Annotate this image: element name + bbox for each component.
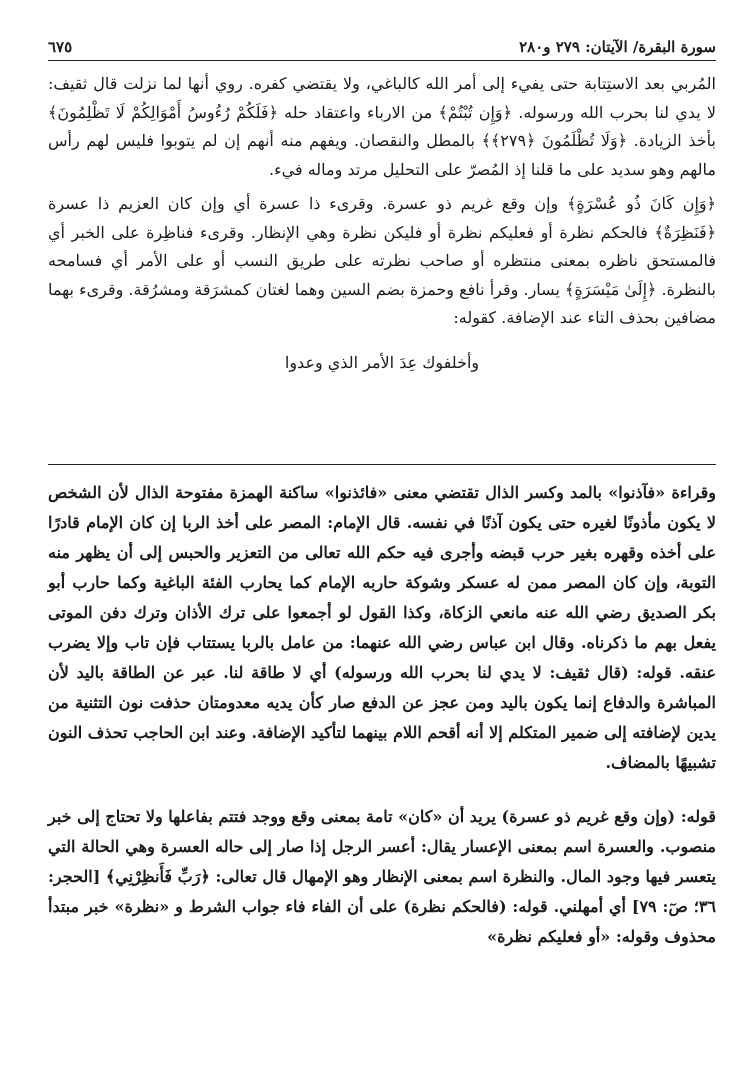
commentary-paragraph-1: وقراءة «فآذنوا» بالمد وكسر الذال تقتضي معنى «فائذنوا» ساكنة الهمزة مفتوحة الذال لأن الشخص لا يكون مأذونًا لغيره حتى يكون آذنًا في نفسه. قال الإمام: المصر على أخذ الربا إن كان الإمام قادرًا على أخذه وقهره بغير حرب قبضه وأجرى فيه حكم الله تعالى من التعزير والحبس إلى أن يظهر منه التوبة، وإن كان المصر ممن له عسكر وشوكة حاربه الإمام كما يحارب الفئة الباغية وكما حارب أبو بكر الصديق رضي الله عنه مانعي الزكاة، وكذا القول لو أجمعوا على ترك الأذان وترك دفن الموتى يفعل بهم ما ذكرناه. وقال ابن عباس رضي الله عنهما: من عامل بالربا يستتاب فإن تاب وإلا يضرب عنقه. قوله: (قال ثقيف: لا يدي لنا بحرب الله ورسوله) أي لا طاقة لنا. عبر عن الطاقة باليد لأن المباشرة والدفاع إنما يكون باليد ومن عجز عن الدفع صار كأن يديه معدومتان حذفت نون التثنية من يدين لإضافته إلى ضمير المتكلم إلا أنه أقحم اللام بينهما لتأكيد الإضافة. وعند ابن الحاجب تحذف النون تشبيهًا بالمضاف. bbox=[48, 483, 716, 772]
main-paragraph-1: المُربي بعد الاستِتابة حتى يفيء إلى أمر الله كالباغي، ولا يقتضي كفره. روي أنها لما نزلت قال ثقيف: لا يدي لنا بحرب الله ورسوله. ﴿وَإِن تُبْتُمْ﴾ من الارباء واعتقاد حله ﴿فَلَكُمْ رُءُوسُ أَمْوَالِكُمْ لَا تَظْلِمُونَ﴾ بأخذ الزيادة. ﴿وَلَا تُظْلَمُونَ ﴿٢٧٩﴾﴾ بالمطل والنقصان. ويفهم منه أنهم إن لم يتوبوا فليس لهم رأس مالهم وهو سديد على ما قلنا إذ المُصرّ على التحليل مرتد وماله فيء. bbox=[48, 74, 717, 179]
tafsir-main-text bbox=[48, 70, 716, 377]
page-number: ٦٧٥ bbox=[48, 38, 73, 56]
commentary-paragraph-2: قوله: (وإن وقع غريم ذو عسرة) يريد أن «كان» تامة بمعنى وقع ووجد فتتم بفاعلها ولا تحتاج إلى خبر منصوب. والعسرة اسم بمعنى الإعسار يقال: أعسر الرجل إذا صار إلى حاله العسرة وهي الحالة التي يتعسر فيها وجود المال. والنظرة اسم بمعنى الإنظار وهو الإمهال قال تعالى: ﴿رَبِّ فَأَنظِرْنِي﴾ [الحجر: ٣٦؛ صٓ: ٧٩] أي أمهلني. قوله: (فالحكم نظرة) على أن الفاء فاء جواب الشرط و «نظرة» خبر مبتدأ محذوف وقوله: «أو فعليكم نظرة» bbox=[48, 807, 716, 946]
page-header bbox=[48, 30, 716, 61]
commentary-text bbox=[48, 478, 716, 952]
running-title: سورة البقرة/ الآيتان: ٢٧٩ و٢٨٠ bbox=[519, 38, 716, 56]
main-paragraph-2: ﴿وَإِن كَانَ ذُو عُسْرَةٍ﴾ وإن وقع غريم ذو عسرة. وقرىء ذا عسرة أي وإن كان العزيم ذا عسرة ﴿فَنَظِرَةٌ﴾ فالحكم نظرة أو فعليكم نظرة أو فليكن نظرة وهي الإنظار. وقرىء فناظِرة على الخبر أي فالمستحق ناظره بمعنى منتظره أو صاحب نظرته على طريق النسب أو على الأمر أي فسامحه بالنظرة. ﴿إِلَىٰ مَيْسَرَةٍ﴾ يسار. وقرأ نافع وحمزة بضم السين وهما لغتان كمشرَقة ومشرُقة. وقرىء بهما مضافين بحذف التاء عند الإضافة. كقوله: bbox=[48, 194, 717, 327]
poetry-verse: وأخلفوك عِدَ الأمر الذي وعدوا bbox=[284, 352, 480, 372]
section-divider bbox=[48, 464, 716, 465]
